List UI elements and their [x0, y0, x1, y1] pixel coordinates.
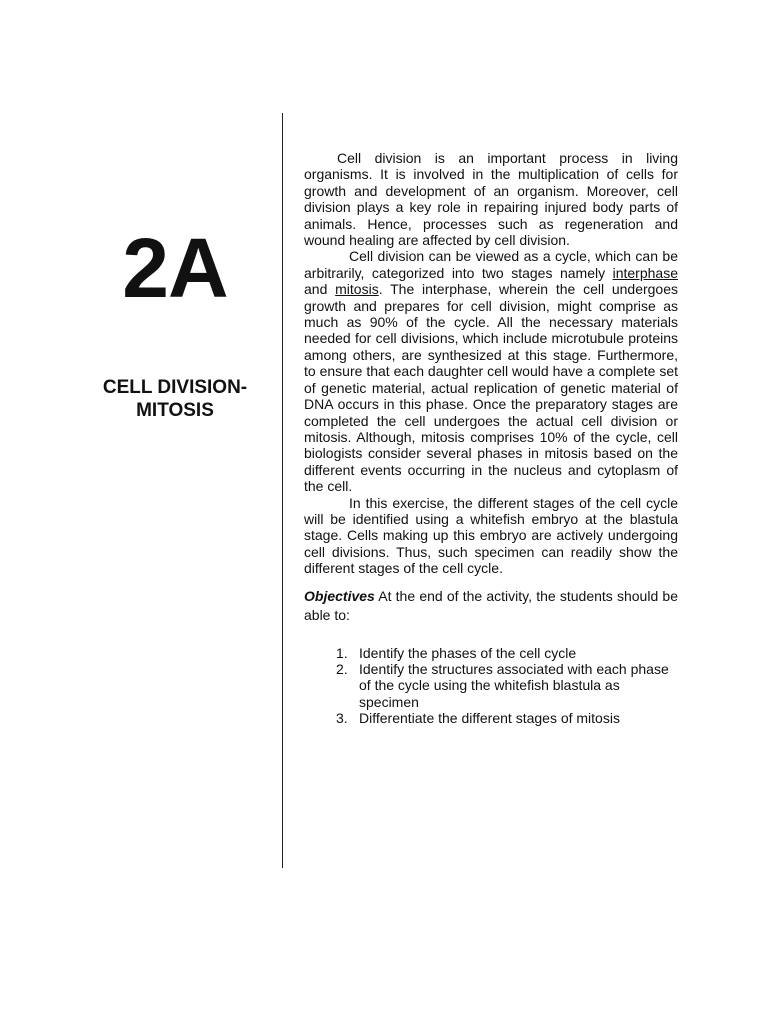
list-item-number: 3. — [336, 710, 348, 727]
list-item-text: Identify the structures associated with each phase of the cycle using the whitefish blastula as specimen — [359, 660, 669, 710]
paragraph-exercise: In this exercise, the different stages of the cell cycle will be identified using a whitefish embryo at the blastula stage. Cells making up this embryo are actively undergoing cell divisions. Thus, such specimen can readily show the different stages of the cell cycle. — [304, 494, 678, 577]
list-item — [304, 661, 678, 710]
vertical-divider — [282, 113, 283, 868]
objectives-intro-text: At the end of the activity, the students should be able to: — [304, 587, 678, 623]
list-item-text: Differentiate the different stages of mitosis — [359, 710, 620, 727]
paragraph-intro: Cell division is an important process in living organisms. It is involved in the multiplication of cells for growth and development of an organism. Moreover, cell division plays a key role in repairing injured body parts of animals. Hence, processes such as regeneration and wound healing are affected by cell division. — [304, 150, 678, 249]
list-item-number: 1. — [336, 644, 348, 661]
objectives-list — [304, 645, 678, 727]
paragraph-cycle — [304, 248, 678, 494]
term-mitosis: mitosis — [335, 281, 379, 298]
objectives-label: Objectives — [304, 587, 375, 604]
list-item — [304, 710, 678, 726]
paragraph-cycle-part2: . The interphase, wherein the cell undergoes growth and prepares for cell division, might comprise as much as 90% of the cycle. All the necessary materials needed for cell divisions, which include microtubule proteins among others, are synthesized at this stage. Furthermore, to ensure that each daughter cell would have a complete set of genetic material, actual replication of genetic material of DNA occurs in this phase. Once the preparatory stages are completed the cell undergoes the actual cell division or mitosis. Although, mitosis comprises 10% of the cycle, cell biologists consider several phases in mitosis based on the different events occurring in the nucleus and cytoplasm of the cell. — [304, 281, 679, 495]
list-item-number: 2. — [336, 660, 348, 677]
objectives-intro — [304, 587, 678, 625]
chapter-title-line1: CELL DIVISION- — [102, 377, 248, 398]
list-item-text: Identify the phases of the cell cycle — [359, 644, 577, 661]
list-item — [304, 645, 678, 661]
chapter-heading — [62, 220, 288, 422]
paragraph-cycle-part1: Cell division can be viewed as a cycle, which can be arbitrarily, categorized into two stages namely — [304, 248, 678, 281]
chapter-title — [62, 376, 288, 422]
body-text — [304, 150, 678, 727]
chapter-number: 2A — [122, 221, 228, 315]
chapter-title-line2: MITOSIS — [136, 400, 214, 421]
term-interphase: interphase — [612, 264, 678, 281]
paragraph-cycle-and: and — [304, 281, 336, 298]
